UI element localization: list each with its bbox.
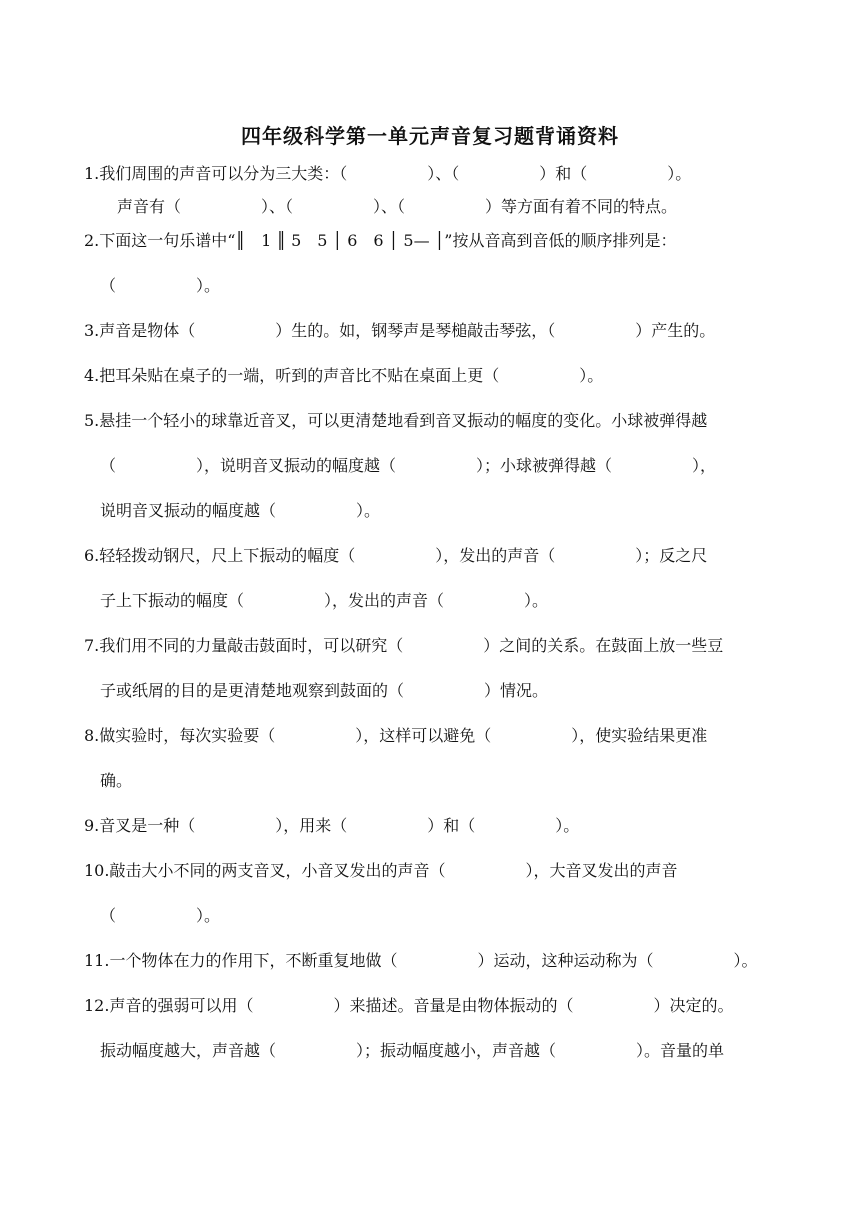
question-5-line-2: （ ），说明音叉振动的幅度越（ ）；小球被弹得越（ ），: [100, 456, 717, 475]
question-6-line-2: 子上下振动的幅度（ ），发出的声音（ ）。: [100, 591, 549, 610]
page-title: 四年级科学第一单元声音复习题背诵资料: [241, 124, 619, 148]
question-1-line-2: 声音有（ ）、（ ）、（ ）等方面有着不同的特点。: [117, 197, 678, 216]
question-5-line-1: 5.悬挂一个轻小的球靠近音叉，可以更清楚地看到音叉振动的幅度的变化。小球被弹得越: [84, 411, 708, 430]
question-4: 4.把耳朵贴在桌子的一端，听到的声音比不贴在桌面上更（ ）。: [84, 366, 604, 385]
question-8-line-2: 确。: [100, 771, 133, 790]
question-10-line-1: 10.敲击大小不同的两支音叉，小音叉发出的声音（ ），大音叉发出的声音: [84, 861, 678, 880]
question-1-line-1: 1.我们周围的声音可以分为三大类：（ ）、（ ）和（ ）。: [84, 164, 692, 183]
question-12-line-1: 12.声音的强弱可以用（ ）来描述。音量是由物体振动的（ ）决定的。: [84, 996, 734, 1015]
question-3: 3.声音是物体（ ）生的。如，钢琴声是琴槌敲击琴弦，（ ）产生的。: [84, 321, 716, 340]
question-7-line-1: 7.我们用不同的力量敲击鼓面时，可以研究（ ）之间的关系。在鼓面上放一些豆: [84, 636, 724, 655]
question-10-line-2: （ ）。: [100, 906, 221, 925]
question-7-line-2: 子或纸屑的目的是更清楚地观察到鼓面的（ ）情况。: [100, 681, 549, 700]
question-11: 11.一个物体在力的作用下，不断重复地做（ ）运动，这种运动称为（ ）。: [84, 951, 758, 970]
question-12-line-2: 振动幅度越大，声音越（ ）；振动幅度越小，声音越（ ）。音量的单: [100, 1041, 725, 1060]
question-9: 9.音叉是一种（ ），用来（ ）和（ ）。: [84, 816, 580, 835]
question-6-line-1: 6.轻轻拨动钢尺，尺上下振动的幅度（ ），发出的声音（ ）；反之尺: [84, 546, 708, 565]
question-8-line-1: 8.做实验时，每次实验要（ ），这样可以避免（ ），使实验结果更准: [84, 726, 708, 745]
question-2-line-1: 2.下面这一句乐谱中“║ 1 ║ 5 5 │ 6 6 │ 5— │”按从音高到音低的顺序排列是：: [84, 231, 677, 250]
question-2-line-2: （ ）。: [100, 276, 221, 295]
question-5-line-3: 说明音叉振动的幅度越（ ）。: [100, 501, 381, 520]
